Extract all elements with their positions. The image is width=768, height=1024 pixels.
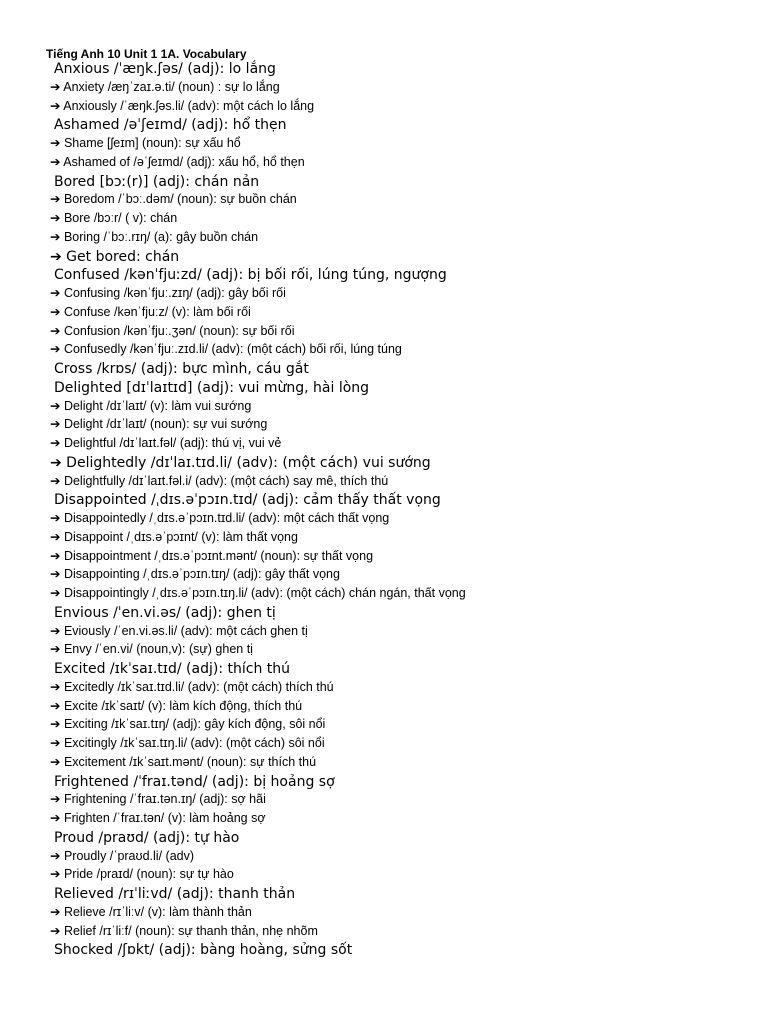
vocab-derivative: ➔ Boring /ˈbɔː.rɪŋ/ (a): gây buồn chán (50, 229, 259, 244)
vocab-derivative: ➔ Confusion /kənˈfjuː.ʒən/ (noun): sự bối rối (50, 323, 295, 338)
vocab-derivative: ➔ Anxiety /æŋˈzaɪ.ə.ti/ (noun) : sự lo lắng (50, 79, 280, 94)
vocab-derivative: ➔ Delight /dɪˈlaɪt/ (noun): sự vui sướng (50, 417, 268, 432)
vocab-derivative: ➔ Excitedly /ɪkˈsaɪ.tɪd.li/ (adv): (một cách) thích thú (50, 679, 334, 694)
vocab-derivative: ➔ Anxiously /ˈæŋk.ʃəs.li/ (adv): một cách lo lắng (50, 98, 315, 113)
vocab-headword: Frightened /ˈfraɪ.tənd/ (adj): bị hoảng sợ (54, 773, 335, 790)
vocab-derivative: ➔ Pride /praɪd/ (noun): sự tự hào (50, 867, 234, 882)
vocab-derivative: ➔ Proudly /ˈpraʊd.li/ (adv) (50, 848, 195, 863)
vocab-headword: Ashamed /əˈʃeɪmd/ (adj): hổ thẹn (54, 117, 287, 134)
vocab-headword: Anxious /ˈæŋk.ʃəs/ (adj): lo lắng (54, 61, 276, 77)
vocab-headword: Cross /krɒs/ (adj): bực mình, cáu gắt (54, 361, 309, 377)
vocab-derivative: ➔ Delightfully /dɪˈlaɪt.fəl.i/ (adv): (một cách) say mê, thích thú (50, 473, 389, 488)
vocab-derivative: ➔ Relief /rɪˈliːf/ (noun): sự thanh thản, nhẹ nhõm (50, 923, 318, 938)
vocab-headword: Relieved /rɪˈliːvd/ (adj): thanh thản (54, 886, 296, 902)
vocab-derivative: ➔ Delightedly /dɪˈlaɪ.tɪd.li/ (adv): (một cách) vui sướng (50, 454, 431, 471)
vocab-derivative: ➔ Frighten /ˈfraɪ.tən/ (v): làm hoảng sợ (50, 811, 266, 825)
vocab-headword: Excited /ɪkˈsaɪ.tɪd/ (adj): thích thú (54, 661, 291, 677)
vocab-derivative: ➔ Exciting /ɪkˈsaɪ.tɪŋ/ (adj): gây kích động, sôi nổi (50, 717, 326, 732)
document-title: Tiếng Anh 10 Unit 1 1A. Vocabulary (46, 47, 247, 61)
vocab-derivative: ➔ Relieve /rɪˈliːv/ (v): làm thành thản (50, 904, 252, 919)
vocab-derivative: ➔ Delightful /dɪˈlaɪt.fəl/ (adj): thú vị, vui vẻ (50, 436, 282, 450)
vocab-derivative: ➔ Confusing /kənˈfjuː.zɪŋ/ (adj): gây bối rối (50, 286, 286, 300)
vocab-headword: Bored [bɔː(r)] (adj): chán nản (54, 173, 260, 190)
vocab-headword: Disappointed /ˌdɪs.əˈpɔɪn.tɪd/ (adj): cảm thấy thất vọng (54, 492, 441, 509)
vocab-headword: Shocked /ʃɒkt/ (adj): bàng hoàng, sửng sốt (54, 942, 353, 959)
vocab-derivative: ➔ Disappoint /ˌdɪs.əˈpɔɪnt/ (v): làm thất vọng (50, 529, 298, 544)
vocab-derivative: ➔ Excitement /ɪkˈsaɪt.mənt/ (noun): sự thích thú (50, 754, 317, 769)
vocab-headword: Proud /praʊd/ (adj): tự hào (54, 829, 240, 846)
vocab-derivative: ➔ Confuse /kənˈfjuːz/ (v): làm bối rối (50, 304, 251, 319)
vocab-headword: Envious /ˈen.vi.əs/ (adj): ghen tị (54, 604, 276, 621)
vocab-headword: Delighted [dɪˈlaɪtɪd] (adj): vui mừng, hài lòng (54, 379, 370, 396)
vocab-derivative: ➔ Disappointment /ˌdɪs.əˈpɔɪnt.mənt/ (noun): sự thất vọng (50, 548, 374, 563)
vocab-derivative: ➔ Envy /ˈen.vi/ (noun,v): (sự) ghen tị (50, 642, 253, 657)
vocab-derivative: ➔ Delight /dɪˈlaɪt/ (v): làm vui sướng (50, 398, 252, 413)
vocab-headword: Confused /kənˈfjuːzd/ (adj): bị bối rối, lúng túng, ngượng (54, 267, 447, 284)
vocab-derivative: ➔ Confusedly /kənˈfjuː.zɪd.li/ (adv): (một cách) bối rối, lúng túng (50, 342, 402, 357)
vocab-derivative: ➔ Frightening /ˈfraɪ.tən.ɪŋ/ (adj): sợ hãi (50, 792, 266, 807)
vocab-derivative: ➔ Shame [ʃeɪm] (noun): sự xấu hổ (50, 136, 241, 150)
vocab-derivative: ➔ Ashamed of /əˈʃeɪmd/ (adj): xấu hổ, hổ thẹn (50, 154, 305, 169)
vocab-derivative: ➔ Get bored: chán (50, 248, 180, 265)
vocab-derivative: ➔ Bore /bɔːr/ ( v): chán (50, 211, 178, 225)
vocab-derivative: ➔ Boredom /ˈbɔː.dəm/ (noun): sự buồn chán (50, 192, 297, 207)
vocab-derivative: ➔ Disappointingly /ˌdɪs.əˈpɔɪn.tɪŋ.li/ (adv): (một cách) chán ngán, thất vọng (50, 586, 466, 600)
vocab-derivative: ➔ Excite /ɪkˈsaɪt/ (v): làm kích động, thích thú (50, 698, 303, 713)
vocab-derivative: ➔ Disappointedly /ˌdɪs.əˈpɔɪn.tɪd.li/ (adv): một cách thất vọng (50, 511, 390, 525)
vocab-derivative: ➔ Disappointing /ˌdɪs.əˈpɔɪn.tɪŋ/ (adj): gây thất vọng (50, 567, 340, 582)
vocab-derivative: ➔ Eviously /ˈen.vi.əs.li/ (adv): một cách ghen tị (50, 623, 308, 638)
vocab-derivative: ➔ Excitingly /ɪkˈsaɪ.tɪŋ.li/ (adv): (một cách) sôi nổi (50, 736, 325, 750)
